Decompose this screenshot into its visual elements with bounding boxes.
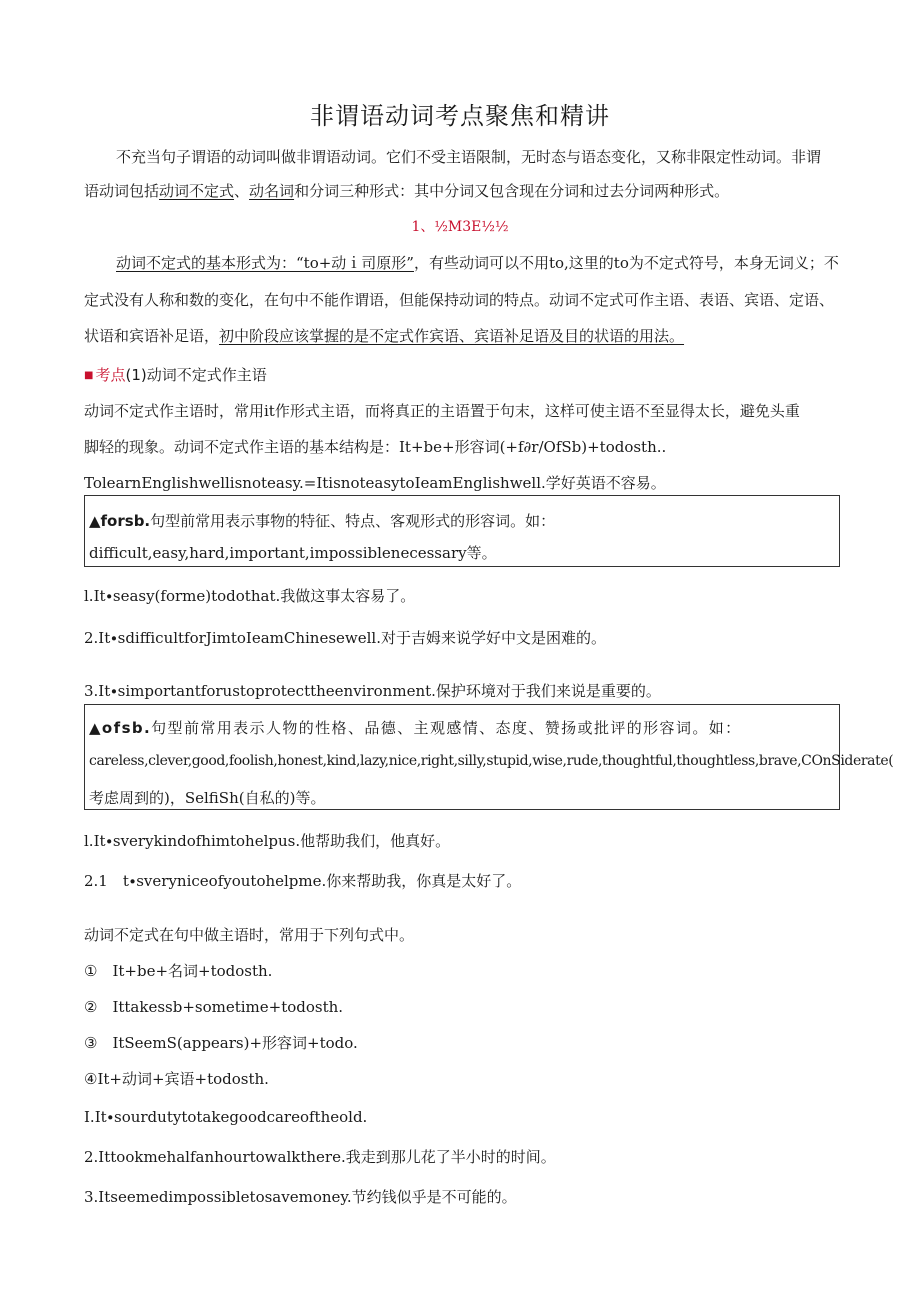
ofsb-lead: ▲ofsb.: [89, 719, 152, 737]
subject-line-1: 动词不定式作主语时，常用it作形式主语，而将真正的主语置于句末，这样可使主语不至显得太长，避免头重: [84, 402, 800, 420]
intro-sep: 、: [234, 182, 250, 200]
example-pattern-2: 2.Ittookmehalfanhourtowalkthere.我走到那儿花了半小时的时间。: [84, 1148, 556, 1166]
kaodian-label: 考点: [95, 366, 126, 384]
forsb-line-2: difficult,easy,hard,important,impossiblenecessary等。: [89, 544, 497, 562]
infinitive-form-definition: 动词不定式的基本形式为：“to+动ｉ司原形”: [116, 254, 414, 272]
example-forsb-2: 2.It∙sdifficultforJimtoIeamChinesewell.对于吉姆来说学好中文是困难的。: [84, 629, 606, 647]
infinitive-text: 状语和宾语补足语，: [84, 327, 220, 345]
square-bullet-icon: ■: [84, 370, 94, 381]
ofsb-line-2: careless,clever,good,foolish,honest,kind,lazy,nice,right,silly,stupid,wise,rude,thoughtful,thoughtless,brave,COnSiderate(: [89, 753, 894, 769]
intro-line-2: [84, 180, 729, 201]
forsb-line-1: [89, 510, 555, 531]
example-forsb-1: l.It∙seasy(forme)todothat.我做这事太容易了。: [84, 587, 416, 605]
infinitive-line-2: 定式没有人称和数的变化，在句中不能作谓语，但能保持动词的特点。动词不定式可作主语、表语、宾语、定语、: [84, 291, 835, 309]
page-title: 非谓语动词考点聚焦和精讲: [310, 102, 610, 130]
pattern-1: ① It+be+名词+todosth.: [84, 962, 273, 980]
pattern-4: ④It+动词+宾语+todosth.: [84, 1070, 269, 1088]
infinitive-term: 动词不定式: [159, 182, 235, 200]
kaodian-text: (1)动词不定式作主语: [125, 366, 267, 384]
infinitive-line-1: [116, 252, 839, 273]
example-ofsb-2: 2.1 t∙sveryniceofyoutohelpme.你来帮助我，你真是太好了。: [84, 872, 522, 890]
forsb-lead: ▲forsb.: [89, 512, 151, 530]
intro-line-1: 不充当句子谓语的动词叫做非谓语动词。它们不受主语限制，无时态与语态变化，又称非限定性动词。非谓: [116, 148, 822, 166]
kaodian-heading: [84, 364, 267, 385]
ofsb-note-box: [84, 704, 894, 810]
infinitive-key-usage: 初中阶段应该掌握的是不定式作宾语、宾语补足语及目的状语的用法。: [219, 327, 685, 345]
pattern-2: ② Ittakessb+sometime+todosth.: [84, 998, 344, 1016]
forsb-text: 句型前常用表示事物的特征、特点、客观形式的形容词。如：: [150, 512, 556, 530]
infinitive-line-3: [84, 325, 684, 346]
ofsb-line-1: [89, 717, 837, 738]
ofsb-line-3: 考虑周到的)，SelfiSh(自私的)等。: [89, 789, 326, 807]
intro-text: 语动词包括: [84, 182, 160, 200]
intro-text-end: 和分词三种形式：其中分词又包含现在分词和过去分词两种形式。: [294, 182, 730, 200]
subject-example: TolearnEnglishwellisnoteasy.=ItisnoteasytoIeamEnglishwell.学好英语不容易。: [84, 474, 666, 492]
patterns-intro: 动词不定式在句中做主语时，常用于下列句式中。: [84, 926, 415, 944]
example-forsb-3: 3.It∙simportantforustoprotecttheenvironment.保护环境对于我们来说是重要的。: [84, 682, 661, 700]
ofsb-text: 句型前常用表示人物的性格、品德、主观感情、态度、赞扬或批评的形容词。如：: [151, 719, 742, 737]
infinitive-text: ，有些动词可以不用to,这里的to为不定式符号，本身无词义；不: [413, 254, 839, 272]
subject-line-2: 脚轻的现象。动词不定式作主语的基本结构是：It+be+形容词(+f∂r/OfSb)+todosth..: [84, 438, 667, 456]
section-heading: 1、½M3E½½: [411, 219, 509, 235]
example-ofsb-1: l.It∙sverykindofhimtohelpus.他帮助我们，他真好。: [84, 832, 451, 850]
pattern-3: ③ ItSeemS(appears)+形容词+todo.: [84, 1034, 358, 1052]
forsb-note-box: [84, 495, 840, 567]
example-pattern-3: 3.Itseemedimpossibletosavemoney.节约钱似乎是不可能的。: [84, 1188, 517, 1206]
example-pattern-1: I.It∙sourdutytotakegoodcareoftheold.: [84, 1108, 368, 1126]
gerund-term: 动名词: [249, 182, 295, 200]
